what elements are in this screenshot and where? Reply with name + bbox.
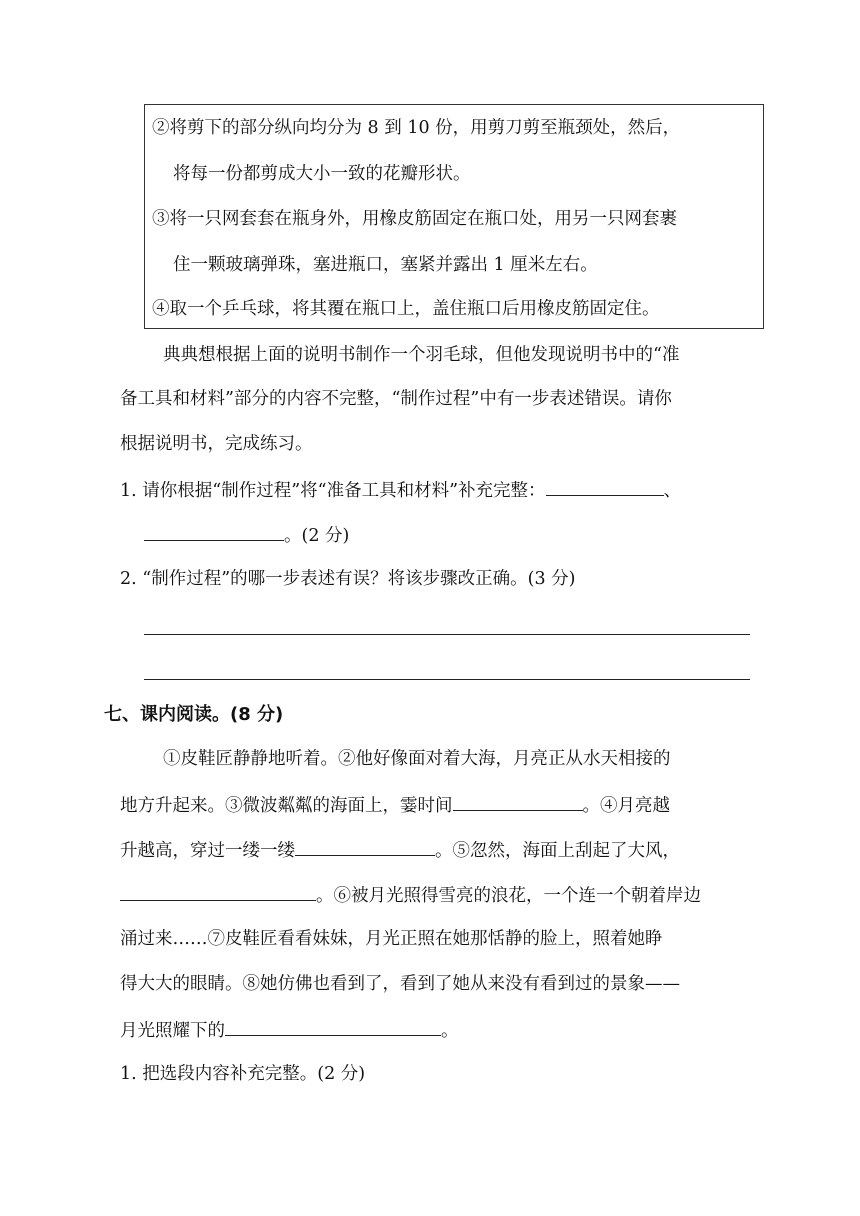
passage-line-7 — [120, 1017, 459, 1043]
intro-line-3: 根据说明书，完成练习。 — [120, 434, 313, 454]
passage-line-2 — [120, 792, 670, 818]
question-1 — [120, 477, 681, 503]
question-1-text: 1. 请你根据“制作过程”将“准备工具和材料”补充完整： — [120, 481, 546, 501]
answer-line-2[interactable] — [144, 679, 750, 680]
question-1-end: 。(2 分) — [284, 526, 350, 546]
step-3-line-2: 住一颗玻璃弹珠，塞进瓶口，塞紧并露出 1 厘米左右。 — [173, 255, 598, 275]
passage-blank-1[interactable] — [453, 792, 583, 811]
question-1-continued — [144, 522, 349, 548]
passage-line-7-a: 月光照耀下的 — [120, 1021, 225, 1041]
passage-line-7-b: 。 — [441, 1021, 459, 1041]
intro-line-1: 典典想根据上面的说明书制作一个羽毛球，但他发现说明书中的“准 — [163, 345, 680, 365]
step-2-line-1: ②将剪下的部分纵向均分为 8 到 10 份，用剪刀剪至瓶颈处，然后， — [152, 118, 681, 138]
passage-line-4-b: 。⑥被月光照得雪亮的浪花，一个连一个朝着岸边 — [316, 886, 701, 906]
step-2-line-2: 将每一份都剪成大小一致的花瓣形状。 — [173, 164, 471, 184]
passage-blank-2[interactable] — [295, 837, 435, 856]
passage-line-3-a: 升越高，穿过一缕一缕 — [120, 841, 295, 861]
passage-blank-4[interactable] — [225, 1017, 441, 1036]
answer-line-1[interactable] — [144, 634, 750, 635]
passage-line-5: 涌过来……⑦皮鞋匠看看妹妹，月光正照在她那恬静的脸上，照着她睁 — [120, 929, 663, 949]
step-4-line: ④取一个乒乓球，将其覆在瓶口上，盖住瓶口后用橡皮筋固定住。 — [152, 299, 660, 319]
section-7-heading: 七、课内阅读。(8 分) — [104, 704, 284, 725]
passage-line-3 — [120, 837, 680, 863]
intro-line-2: 备工具和材料”部分的内容不完整，“制作过程”中有一步表述错误。请你 — [120, 389, 672, 409]
question-1-separator: 、 — [663, 481, 682, 501]
passage-line-2-b: 。④月亮越 — [582, 796, 670, 816]
passage-line-6: 得大大的眼睛。⑧她仿佛也看到了，看到了她从来没有看到过的景象—— — [120, 974, 680, 994]
passage-line-2-a: 地方升起来。③微波粼粼的海面上，霎时间 — [120, 796, 453, 816]
passage-blank-3[interactable] — [120, 882, 316, 901]
step-3-line-1: ③将一只网套套在瓶身外，用橡皮筋固定在瓶口处，用另一只网套裹 — [152, 209, 677, 229]
passage-line-1: ①皮鞋匠静静地听着。②他好像面对着大海，月亮正从水天相接的 — [163, 749, 671, 769]
answer-blank-1[interactable] — [546, 477, 664, 496]
question-2: 2. “制作过程”的哪一步表述有误？将该步骤改正确。(3 分) — [120, 569, 576, 589]
passage-line-4 — [120, 882, 701, 908]
section-7-question-1: 1. 把选段内容补充完整。(2 分) — [120, 1064, 366, 1084]
answer-blank-2[interactable] — [144, 522, 284, 541]
passage-line-3-b: 。⑤忽然，海面上刮起了大风， — [435, 841, 680, 861]
